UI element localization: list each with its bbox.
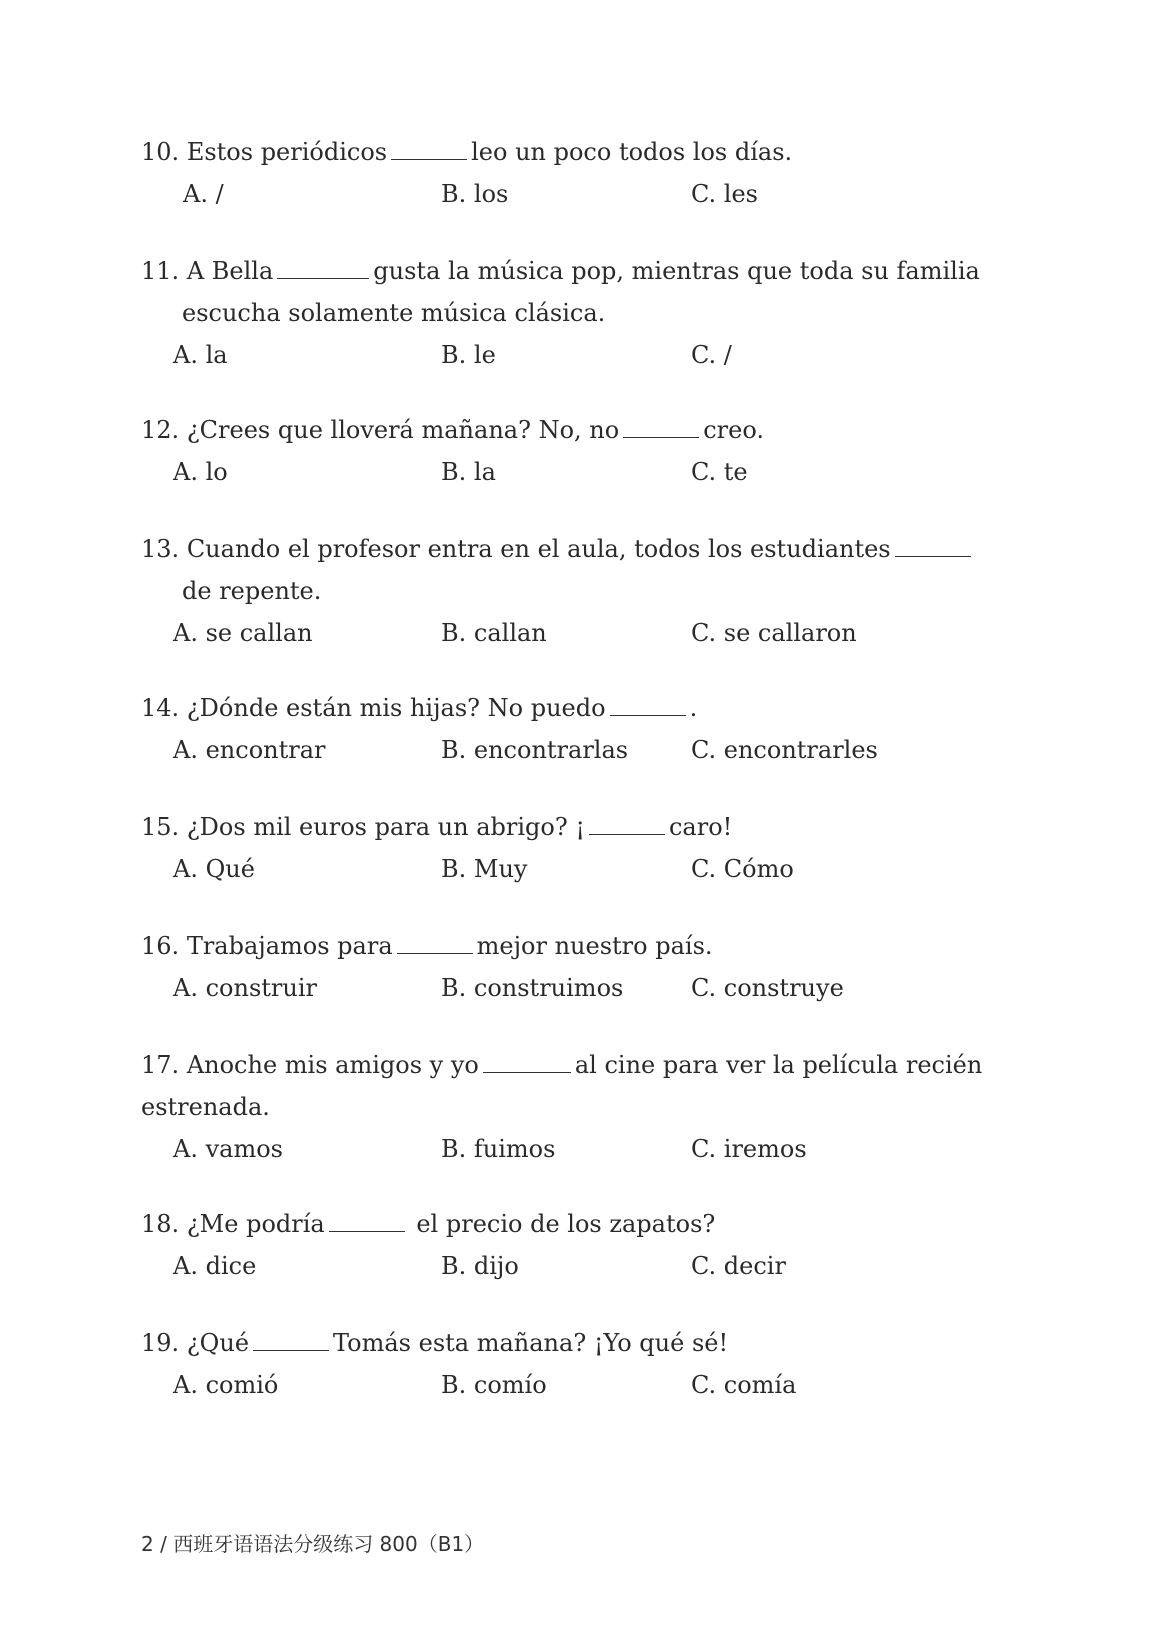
answer-blank <box>329 1209 405 1232</box>
option-b: B. construimos <box>441 974 624 1002</box>
page-footer <box>141 1528 484 1557</box>
option-a: A. vamos <box>173 1135 283 1163</box>
stem-text-before: ¿Crees que lloverá mañana? No, no <box>186 416 620 444</box>
option-c: C. encontrarles <box>691 736 878 764</box>
option-c: C. construye <box>691 974 844 1002</box>
option-a: A. la <box>173 341 228 369</box>
answer-options <box>141 729 1001 771</box>
question-18 <box>141 1203 1001 1287</box>
question-stem <box>141 687 1001 729</box>
question-number: 15. <box>141 813 180 841</box>
stem-text-before: ¿Qué <box>186 1329 250 1357</box>
question-11 <box>141 250 1001 376</box>
option-a: A. Qué <box>173 855 255 883</box>
answer-blank <box>277 256 369 279</box>
answer-options <box>141 173 1001 215</box>
stem-text-before: Trabajamos para <box>186 932 393 960</box>
question-number: 11. <box>141 257 180 285</box>
option-a: A. dice <box>173 1252 257 1280</box>
answer-options <box>141 451 1001 493</box>
question-stem <box>141 806 1001 848</box>
question-17 <box>141 1044 1001 1170</box>
question-number: 12. <box>141 416 180 444</box>
stem-text-after: . <box>689 694 698 722</box>
option-a: A. se callan <box>173 619 313 647</box>
question-10 <box>141 131 1001 215</box>
option-b: B. le <box>441 341 496 369</box>
stem-text-after: creo. <box>703 416 764 444</box>
question-stem <box>141 250 1001 334</box>
stem-text-before: Cuando el profesor entra en el aula, todos los estudiantes <box>186 535 891 563</box>
stem-text-after: mejor nuestro país. <box>476 932 713 960</box>
option-b: B. los <box>441 180 509 208</box>
question-stem <box>141 1203 1001 1245</box>
option-c: C. iremos <box>691 1135 807 1163</box>
answer-blank <box>589 812 665 835</box>
option-b: B. la <box>441 458 496 486</box>
question-stem <box>141 1044 1001 1128</box>
question-stem <box>141 409 1001 451</box>
option-b: B. dijo <box>441 1252 519 1280</box>
option-c: C. te <box>691 458 748 486</box>
stem-text-before: Estos periódicos <box>186 138 388 166</box>
stem-text-after: leo un poco todos los días. <box>471 138 793 166</box>
answer-options <box>141 612 1001 654</box>
stem-text-before: A Bella <box>186 257 274 285</box>
question-number: 18. <box>141 1210 180 1238</box>
option-c: C. se callaron <box>691 619 857 647</box>
question-stem <box>141 1322 1001 1364</box>
question-number: 13. <box>141 535 180 563</box>
question-stem <box>141 528 1001 612</box>
question-stem <box>141 925 1001 967</box>
option-c: C. les <box>691 180 758 208</box>
stem-text-after: Tomás esta mañana? ¡Yo qué sé! <box>333 1329 729 1357</box>
page-number: 2 <box>141 1532 154 1556</box>
stem-text-after: al cine para ver la película recién estrenada. <box>141 1051 983 1121</box>
answer-blank <box>397 931 473 954</box>
stem-text-after: gusta la música pop, mientras que toda su familia escucha solamente música clásica. <box>182 257 980 327</box>
stem-text-after: de repente. <box>182 577 322 605</box>
option-b: B. comío <box>441 1371 547 1399</box>
question-number: 19. <box>141 1329 180 1357</box>
answer-options <box>141 1128 1001 1170</box>
footer-separator: / <box>160 1532 167 1556</box>
option-b: B. Muy <box>441 855 528 883</box>
option-a: A. construir <box>173 974 317 1002</box>
answer-options <box>141 334 1001 376</box>
stem-text-before: ¿Me podría <box>186 1210 325 1238</box>
question-19 <box>141 1322 1001 1406</box>
question-stem <box>141 131 1001 173</box>
question-number: 16. <box>141 932 180 960</box>
stem-text-after: el precio de los zapatos? <box>408 1210 716 1238</box>
option-a: A. encontrar <box>173 736 326 764</box>
option-b: B. callan <box>441 619 547 647</box>
option-b: B. encontrarlas <box>441 736 629 764</box>
stem-text-before: ¿Dos mil euros para un abrigo? ¡ <box>186 813 585 841</box>
answer-blank <box>253 1328 329 1351</box>
book-title: 西班牙语语法分级练习 800（B1） <box>173 1532 485 1556</box>
option-c: C. comía <box>691 1371 797 1399</box>
option-c: C. / <box>691 341 732 369</box>
answer-options <box>141 967 1001 1009</box>
option-b: B. fuimos <box>441 1135 556 1163</box>
stem-text-after: caro! <box>668 813 733 841</box>
option-c: C. Cómo <box>691 855 794 883</box>
option-a: A. comió <box>173 1371 279 1399</box>
answer-blank <box>895 534 971 557</box>
question-number: 14. <box>141 694 180 722</box>
option-a: A. / <box>183 180 224 208</box>
answer-options <box>141 1245 1001 1287</box>
question-16 <box>141 925 1001 1009</box>
answer-options <box>141 848 1001 890</box>
stem-text-before: Anoche mis amigos y yo <box>186 1051 479 1079</box>
stem-text-before: ¿Dónde están mis hijas? No puedo <box>186 694 606 722</box>
question-13 <box>141 528 1001 654</box>
answer-blank <box>610 693 686 716</box>
answer-options <box>141 1364 1001 1406</box>
question-15 <box>141 806 1001 890</box>
answer-blank <box>391 137 467 160</box>
question-12 <box>141 409 1001 493</box>
answer-blank <box>483 1050 571 1073</box>
question-number: 17. <box>141 1051 180 1079</box>
question-number: 10. <box>141 138 180 166</box>
answer-blank <box>623 415 699 438</box>
option-c: C. decir <box>691 1252 786 1280</box>
question-14 <box>141 687 1001 771</box>
option-a: A. lo <box>173 458 228 486</box>
